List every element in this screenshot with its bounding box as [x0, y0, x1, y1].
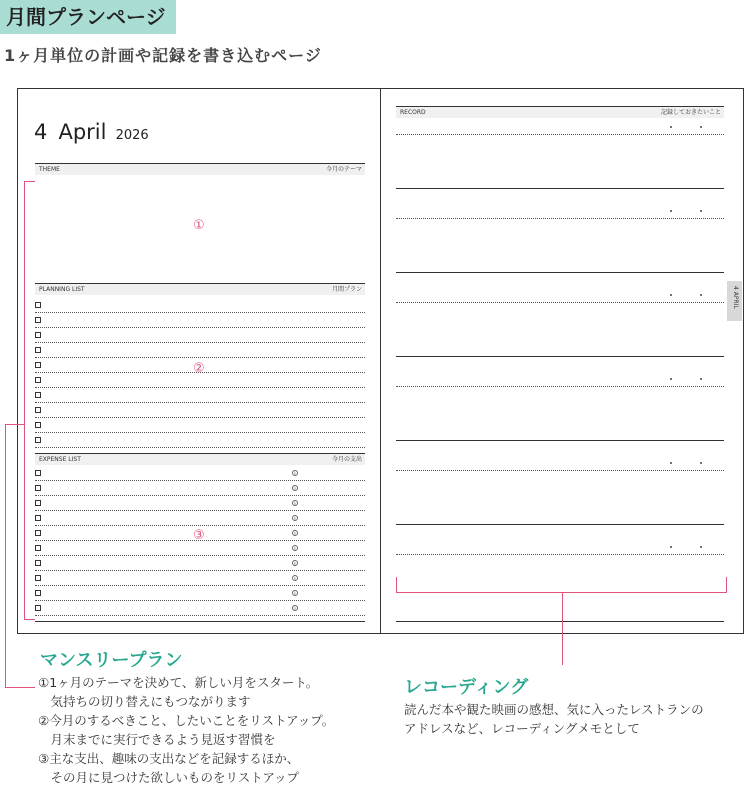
dotted-rule: [35, 342, 365, 343]
checkbox: [35, 530, 41, 536]
bracket-drop: [5, 424, 6, 687]
monthly-line: ①1ヶ月のテーマを決めて、新しい月をスタート。: [38, 675, 319, 690]
yen-icon: ￥: [293, 516, 297, 521]
monthly-plan-title: マンスリープラン: [40, 650, 183, 671]
date-dot: [700, 126, 702, 128]
date-dot: [670, 210, 672, 212]
date-dot: [670, 546, 672, 548]
recording-line: 読んだ本や観た映画の感想、気に入ったレストランの: [404, 702, 704, 717]
date-dot: [700, 546, 702, 548]
dotted-rule: [35, 480, 365, 481]
checkbox: [35, 437, 41, 443]
checkbox: [35, 560, 41, 566]
dotted-rule: [396, 302, 724, 303]
planning-label-ja: 月間プラン: [331, 286, 362, 293]
recording-description: [404, 700, 704, 738]
dotted-rule: [35, 615, 365, 616]
checkbox: [35, 515, 41, 521]
month-number: 4: [34, 120, 48, 144]
planner-spine: [380, 88, 381, 634]
dotted-rule: [396, 218, 724, 219]
month-date: [34, 120, 149, 144]
date-dot: [700, 378, 702, 380]
yen-icon: ￥: [293, 471, 297, 476]
dotted-rule: [396, 554, 724, 555]
dotted-rule: [396, 470, 724, 471]
dotted-rule: [35, 510, 365, 511]
dotted-rule: [35, 417, 365, 418]
checkbox: [35, 377, 41, 383]
checkbox: [35, 332, 41, 338]
checkbox: [35, 485, 41, 491]
monthly-line: その月に見つけた欲しいものをリストアップ: [38, 770, 300, 785]
dotted-rule: [396, 134, 724, 135]
dotted-rule: [35, 447, 365, 448]
record-label-ja: 記録しておきたいこと: [660, 109, 721, 116]
checkbox: [35, 362, 41, 368]
dotted-rule: [35, 402, 365, 403]
date-dot: [670, 462, 672, 464]
expense-bar: [35, 453, 365, 465]
checkbox: [35, 575, 41, 581]
checkbox: [35, 347, 41, 353]
recording-line: アドレスなど、レコーディングメモとして: [404, 721, 640, 736]
dotted-rule: [35, 600, 365, 601]
right-bracket-stem: [562, 593, 563, 665]
marker-3: ③: [193, 528, 205, 543]
record-divider: [396, 188, 724, 189]
record-divider: [396, 524, 724, 525]
dotted-rule: [396, 386, 724, 387]
yen-icon: ￥: [293, 561, 297, 566]
yen-icon: ￥: [293, 531, 297, 536]
checkbox: [35, 392, 41, 398]
checkbox: [35, 605, 41, 611]
monthly-line: 月末までに実行できるよう見返す習慣を: [38, 732, 276, 747]
monthly-plan-description: [38, 673, 334, 787]
record-bar: [396, 106, 724, 118]
checkbox: [35, 317, 41, 323]
checkbox: [35, 590, 41, 596]
date-dot: [700, 462, 702, 464]
record-divider: [396, 440, 724, 441]
dotted-rule: [35, 357, 365, 358]
checkbox: [35, 422, 41, 428]
planning-label: PLANNING LIST: [39, 286, 85, 293]
marker-1: ①: [193, 218, 205, 233]
right-bottom-rule: [396, 621, 724, 622]
recording-title: レコーディング: [404, 677, 529, 698]
dotted-rule: [35, 585, 365, 586]
date-dot: [670, 378, 672, 380]
monthly-line: 気持ちの切り替えにもつながります: [38, 694, 251, 709]
right-bracket: [396, 577, 727, 593]
expense-label: EXPENSE LIST: [39, 456, 81, 463]
monthly-line: ③主な支出、趣味の支出などを記録するほか、: [38, 751, 300, 766]
month-tab: [727, 281, 742, 321]
date-dot: [670, 294, 672, 296]
dotted-rule: [35, 525, 365, 526]
dotted-rule: [35, 555, 365, 556]
dotted-rule: [35, 327, 365, 328]
page-heading: 月間プランページ: [0, 0, 176, 34]
yen-icon: ￥: [293, 591, 297, 596]
dotted-rule: [35, 387, 365, 388]
date-dot: [700, 210, 702, 212]
monthly-line: ②今月のするべきこと、したいことをリストアップ。: [38, 713, 335, 728]
record-label: RECORD: [400, 109, 426, 116]
theme-label: THEME: [39, 166, 60, 173]
yen-icon: ￥: [293, 501, 297, 506]
checkbox: [35, 470, 41, 476]
record-divider: [396, 272, 724, 273]
dotted-rule: [35, 570, 365, 571]
yen-icon: ￥: [293, 486, 297, 491]
theme-label-ja: 今月のテーマ: [325, 166, 362, 173]
date-dot: [670, 126, 672, 128]
checkbox: [35, 545, 41, 551]
page-subheading: 1ヶ月単位の計画や記録を書き込むページ: [4, 46, 322, 65]
expense-label-ja: 今月の支出: [331, 456, 362, 463]
yen-icon: ￥: [293, 576, 297, 581]
planning-bar: [35, 283, 365, 295]
checkbox: [35, 500, 41, 506]
theme-bar: [35, 163, 365, 175]
checkbox: [35, 302, 41, 308]
month-name: April: [58, 120, 107, 144]
record-divider: [396, 356, 724, 357]
marker-2: ②: [193, 361, 205, 376]
checkbox: [35, 407, 41, 413]
date-dot: [700, 294, 702, 296]
left-bracket: [24, 181, 35, 620]
bracket-connector: [5, 424, 24, 425]
yen-icon: ￥: [293, 606, 297, 611]
year: 2026: [115, 128, 149, 143]
dotted-rule: [35, 432, 365, 433]
yen-icon: ￥: [293, 546, 297, 551]
month-tab-label: 4 APRIL: [732, 286, 739, 309]
bracket-foot: [5, 687, 35, 688]
dotted-rule: [35, 312, 365, 313]
dotted-rule: [35, 495, 365, 496]
left-bottom-rule: [35, 621, 365, 622]
